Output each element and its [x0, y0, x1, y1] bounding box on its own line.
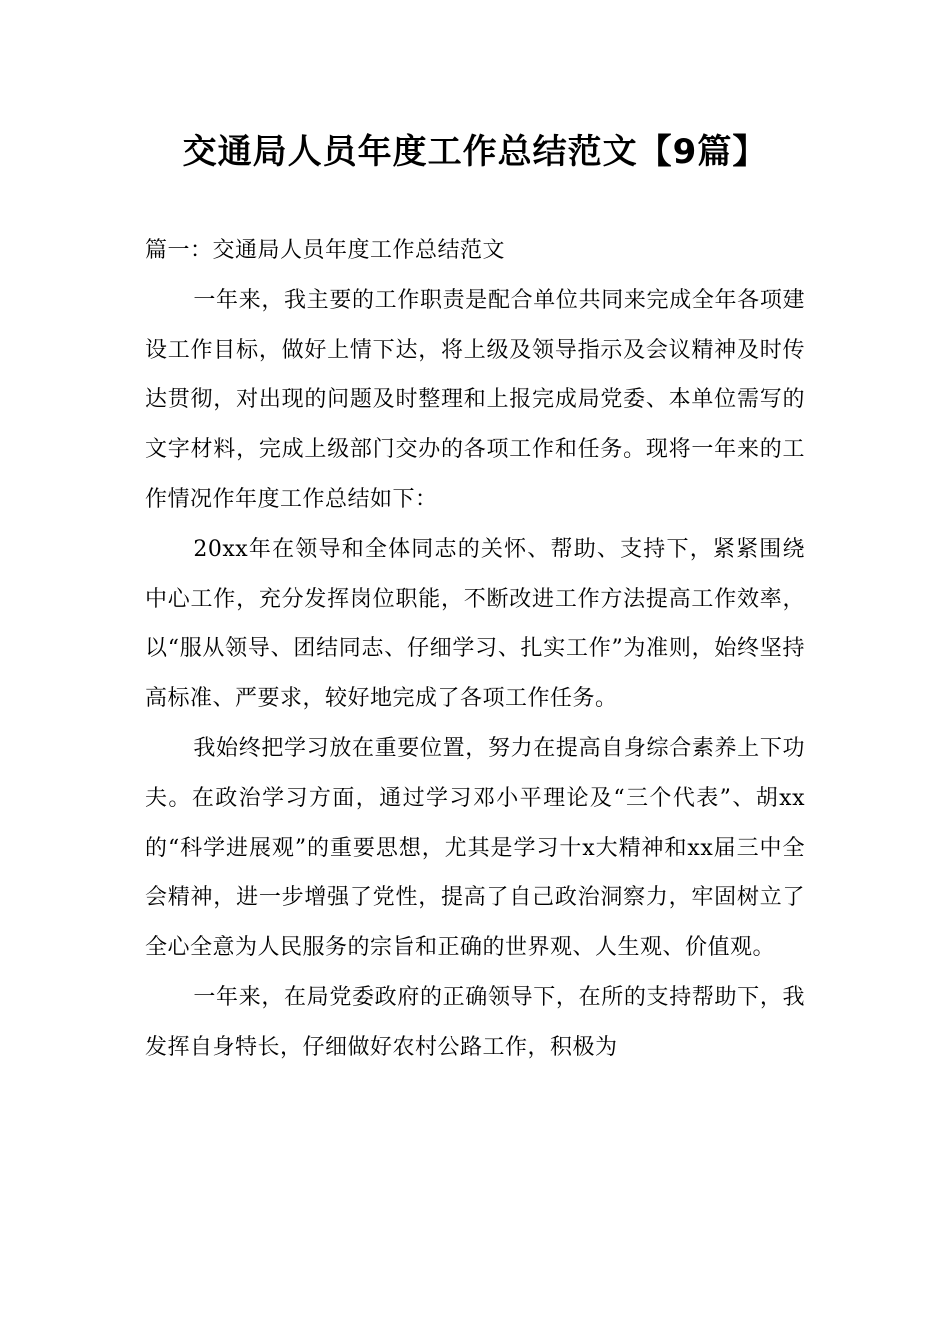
document-title: 交通局人员年度工作总结范文【9篇】: [182, 132, 768, 172]
paragraph-3: 我始终把学习放在重要位置，努力在提高自身综合素养上下功夫。在政治学习方面，通过学习邓小平理论及“三个代表”、胡xx的“科学进展观”的重要思想，尤其是学习十x大精神和xx届三中全会精神，进一步增强了党性，提高了自己政治洞察力，牢固树立了全心全意为人民服务的宗旨和正确的世界观、人生观、价值观。: [145, 735, 805, 961]
section-heading: 篇一：交通局人员年度工作总结范文: [145, 238, 506, 263]
paragraph-1: 一年来，我主要的工作职责是配合单位共同来完成全年各项建设工作目标，做好上情下达，将上级及领导指示及会议精神及时传达贯彻，对出现的问题及时整理和上报完成局党委、本单位需写的文字材料，完成上级部门交办的各项工作和任务。现将一年来的工作情况作年度工作总结如下：: [145, 287, 805, 512]
document-body: [145, 226, 805, 1073]
paragraph-4: 一年来，在局党委政府的正确领导下，在所的支持帮助下，我发挥自身特长，仔细做好农村公路工作，积极为: [145, 984, 805, 1060]
paragraph-2: 20xx年在领导和全体同志的关怀、帮助、支持下，紧紧围绕中心工作，充分发挥岗位职能，不断改进工作方法提高工作效率，以“服从领导、团结同志、仔细学习、扎实工作”为准则，始终坚持高标准、严要求，较好地完成了各项工作任务。: [145, 536, 805, 712]
